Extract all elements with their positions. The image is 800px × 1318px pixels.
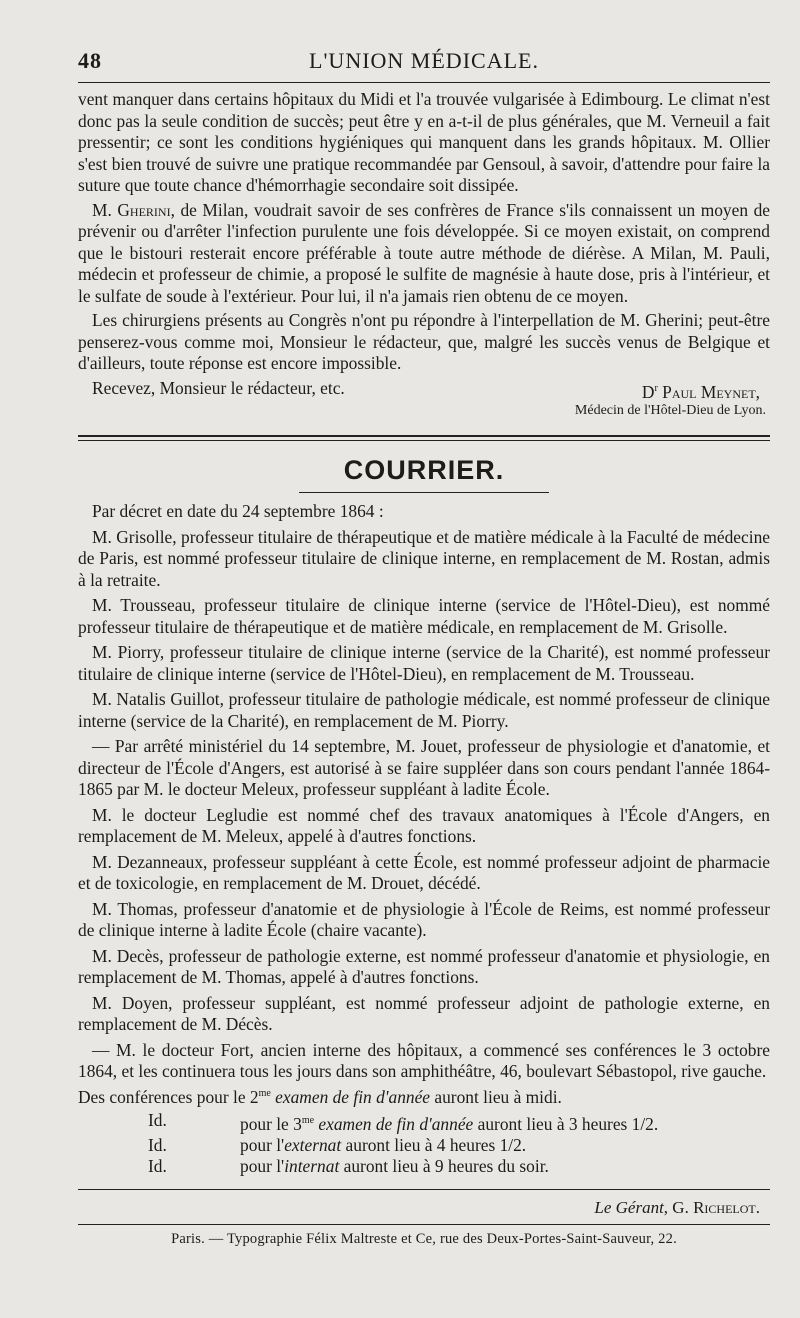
schedule-row <box>78 1110 770 1135</box>
schedule-italic: examen de fin d'année <box>314 1113 474 1134</box>
page-number: 48 <box>78 48 102 73</box>
schedule-text-b: auront lieu à 4 heures 1/2. <box>341 1134 527 1155</box>
schedule-italic: externat <box>284 1134 342 1155</box>
courrier-paragraph: — Par arrêté ministériel du 14 septembre, M. Jouet, professeur de physiologie et d'anatomie, et directeur de l'École d'Angers, est autorisé à se faire suppléer dans son cours pendant l'année 1864-1865 par M. le docteur Meleux, professeur suppléant à ladite École. <box>78 736 770 799</box>
author-name: Paul Meynet, <box>657 381 760 402</box>
author-title: D <box>641 381 655 402</box>
courrier-body <box>78 501 770 1177</box>
signature-line <box>78 378 770 400</box>
heading-underline <box>299 492 549 493</box>
courrier-paragraph: M. le docteur Legludie est nommé chef des travaux anatomiques à l'École d'Angers, en remplacement de M. Meleux, appelé à d'autres fonctions. <box>78 804 770 846</box>
journal-title: L'UNION MÉDICALE. <box>309 48 539 73</box>
schedule-text <box>240 1135 526 1156</box>
schedule-italic: internat <box>284 1155 340 1176</box>
courrier-paragraph: M. Natalis Guillot, professeur titulaire de pathologie médicale, est nommé professeur de clinique interne (service de la Charité), en remplacement de M. Piorry. <box>78 689 770 731</box>
schedule-text-a: pour l' <box>240 1155 285 1176</box>
gerant-label: Le Gérant <box>594 1197 664 1217</box>
courrier-paragraph: M. Piorry, professeur titulaire de clinique interne (service de la Charité), est nommé professeur titulaire de clinique interne (service de l'Hôtel-Dieu), en remplacement de M. Trousseau. <box>78 642 770 684</box>
letter-paragraph-text: , de Milan, voudrait savoir de ses confrères de France s'ils connaissent un moyen de prévenir ou d'arrêter l'infection purulente une fois développée. Si ce moyen existait, on comprend que le bistouri resterait encore préférable à toute autre méthode de diérèse. A Milan, M. Pauli, médecin et professeur de chimie, a proposé le sulfite de magnésie à haute dose, pris à l'intérieur, et le sulfate de soude à l'extérieur. Pour lui, il n'a jamais rien obtenu de ce moyen. <box>78 199 770 306</box>
letter-body <box>78 89 770 421</box>
schedule-row <box>78 1135 770 1156</box>
courrier-paragraph: — M. le docteur Fort, ancien interne des hôpitaux, a commencé ses conférences le 3 octobre 1864, et les continuera tous les jours dans son amphithéâtre, 46, boulevart Sébastopol, rive gauche. <box>78 1039 770 1081</box>
imprint-rule <box>78 1224 770 1225</box>
schedule-text-b: auront lieu à 9 heures du soir. <box>339 1155 549 1176</box>
ditto-mark: Id. <box>148 1155 167 1176</box>
conferences-intro <box>78 1083 770 1108</box>
running-head <box>78 44 770 83</box>
section-divider <box>78 435 770 441</box>
person-name: M. Gherini <box>92 199 171 220</box>
schedule-text <box>240 1156 549 1177</box>
courrier-paragraph: M. Grisolle, professeur titulaire de thérapeutique et de matière médicale à la Faculté de médecine de Paris, est nommé professeur titulaire de clinique interne, en remplacement de M. Rostan, admis à la retraite. <box>78 526 770 590</box>
letter-paragraph: vent manquer dans certains hôpitaux du Midi et l'a trouvée vulgarisée à Edimbourg. Le climat n'est donc pas la seule condition de succès; peut être y en a-t-il de plus générales, que M. Verneuil a fait pressentir; ce sont les conditions hygiéniques qui manquent dans les grands hôpitaux. M. Ollier s'est bien trouvé de suivre une pratique recommandée par Gensoul, à savoir, d'attendre pour faire la suture que toute chance d'hémorrhagie secondaire soit dissipée. <box>78 89 770 195</box>
courrier-paragraph: M. Dezanneaux, professeur suppléant à cette École, est nommé professeur adjoint de pharmacie et de toxicologie, en remplacement de M. Drouet, décédé. <box>78 851 770 893</box>
schedule-text <box>240 1110 658 1135</box>
gerant-signature <box>78 1198 760 1218</box>
courrier-paragraph: M. Thomas, professeur d'anatomie et de physiologie à l'École de Reims, est nommé professeur de clinique interne à ladite École (chaire vacante). <box>78 898 770 940</box>
ditto-mark: Id. <box>148 1134 167 1155</box>
decree-line: Par décret en date du 24 septembre 1864 : <box>92 501 384 521</box>
closing-greeting: Recevez, Monsieur le rédacteur, etc. <box>92 377 345 398</box>
schedule-text-a: pour le 3 <box>240 1113 302 1134</box>
printer-imprint: Paris. — Typographie Félix Maltreste et Ce, rue des Deux-Portes-Saint-Sauveur, 22. <box>171 1230 677 1247</box>
author-affiliation: Médecin de l'Hôtel-Dieu de Lyon. <box>574 402 766 418</box>
conference-schedule <box>78 1110 770 1177</box>
courrier-paragraph: M. Trousseau, professeur titulaire de clinique interne (service de l'Hôtel-Dieu), est nommé professeur titulaire de thérapeutique et de matière médicale, en remplacement de M. Grisolle. <box>78 595 770 637</box>
schedule-text-a: pour l' <box>240 1134 285 1155</box>
gerant-name: , G. Richelot. <box>663 1197 760 1217</box>
conferences-intro-text: auront lieu à midi. <box>430 1086 562 1107</box>
conferences-intro-sup: me <box>258 1087 271 1099</box>
conferences-intro-italic: examen de fin d'année <box>270 1086 431 1107</box>
courrier-paragraph: M. Decès, professeur de pathologie externe, est nommé professeur d'anatomie et physiologie, en remplacement de M. Thomas, appelé à d'autres fonctions. <box>78 945 770 987</box>
conferences-intro-text: Des conférences pour le 2 <box>78 1086 259 1107</box>
schedule-row <box>78 1156 770 1177</box>
courrier-paragraph: M. Doyen, professeur suppléant, est nommé professeur adjoint de pathologie externe, en remplacement de M. Décès. <box>78 992 770 1034</box>
footer-rule <box>78 1189 770 1190</box>
letter-paragraph <box>78 200 770 308</box>
schedule-sup: me <box>301 1114 315 1126</box>
section-heading: COURRIER. <box>343 455 505 485</box>
letter-author <box>642 378 760 403</box>
ditto-mark: Id. <box>148 1109 167 1130</box>
schedule-text-b: auront lieu à 3 heures 1/2. <box>473 1113 659 1134</box>
author-title-sup: r <box>654 382 658 394</box>
letter-paragraph: Les chirurgiens présents au Congrès n'ont pu répondre à l'interpellation de M. Gherini; peut-être penserez-vous comme moi, Monsieur le rédacteur, que, malgré les succès venus de Belgique et d'ailleurs, toute réponse est encore impossible. <box>78 310 770 373</box>
